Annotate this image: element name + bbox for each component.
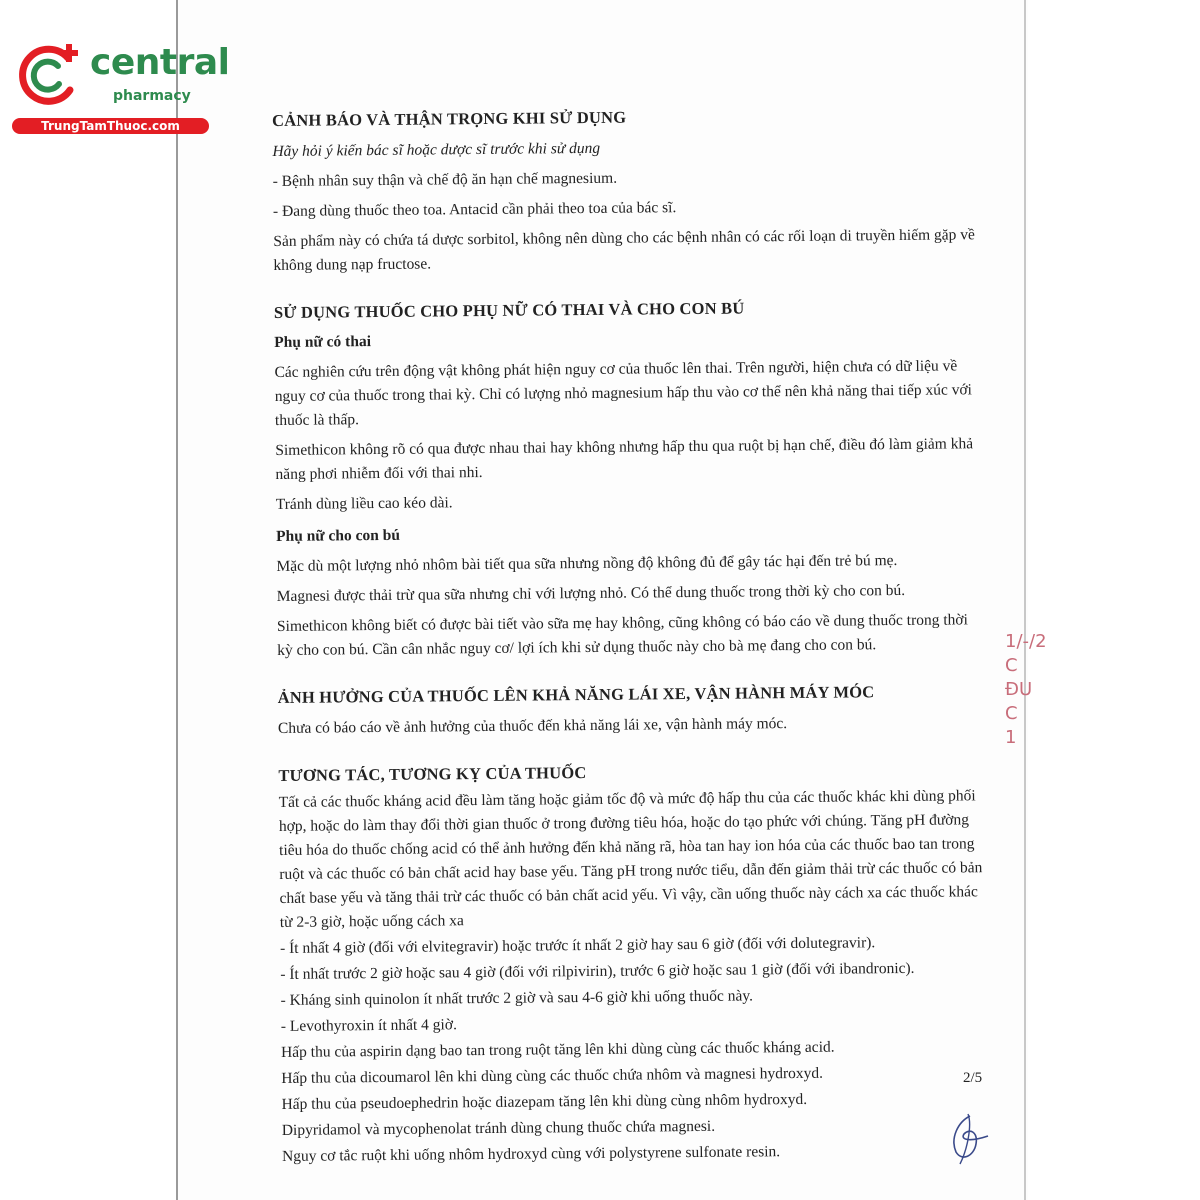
logo-url-badge: TrungTamThuoc.com: [12, 118, 209, 134]
section-title: TƯƠNG TÁC, TƯƠNG KỴ CỦA THUỐC: [278, 762, 587, 785]
paragraph: Nguy cơ tắc ruột khi uống nhôm hydroxyd cùng với polystyrene sulfonate resin.: [281, 1142, 781, 1165]
paragraph: Chưa có báo cáo về ảnh hưởng của thuốc đến khả năng lái xe, vận hành máy móc.: [277, 715, 788, 737]
paragraph: Simethicon không biết có được bài tiết vào sữa mẹ hay không, cũng không có báo cáo về dung thuốc trong thời kỳ cho con bú. Cần cân nhắc nguy cơ/ lợi ích khi sử dụng thuốc này cho bà mẹ đang cho con bú.: [276, 611, 968, 660]
subsection-title: Phụ nữ cho con bú: [276, 527, 401, 546]
paragraph: - Đang dùng thuốc theo toa. Antacid cần phải theo toa của bác sĩ.: [272, 198, 677, 220]
advice-note: Hãy hỏi ý kiến bác sĩ hoặc dược sĩ trước khi sử dụng: [272, 139, 601, 160]
paragraph: Các nghiên cứu trên động vật không phát hiện nguy cơ của thuốc lên thai. Trên người, hiện chưa có dữ liệu về nguy cơ của thuốc trong thai kỳ. Chỉ có lượng nhỏ magnesium hấp thu vào cơ thể nên khả năng thai tiếp xúc với thuốc là thấp.: [274, 357, 973, 430]
paragraph: Hấp thu của aspirin dạng bao tan trong ruột tăng lên khi dùng cùng các thuốc kháng acid.: [280, 1038, 835, 1061]
central-pharmacy-logo: [12, 38, 230, 138]
section-pregnancy: [274, 293, 983, 664]
list-item: - Kháng sinh quinolon ít nhất trước 2 giờ và sau 4-6 giờ khi uống thuốc này.: [280, 987, 754, 1009]
subsection-title: Phụ nữ có thai: [274, 333, 372, 352]
list-item: - Ít nhất 4 giờ (đối với elvitegravir) hoặc trước ít nhất 2 giờ hay sau 6 giờ (đối với dolutegravir).: [279, 933, 876, 957]
paragraph: Mặc dù một lượng nhỏ nhôm bài tiết qua sữa nhưng nồng độ không đủ để gây tác hại đến trẻ bú mẹ.: [276, 552, 898, 576]
section-title: SỬ DỤNG THUỐC CHO PHỤ NỮ CÓ THAI VÀ CHO CON BÚ: [273, 298, 745, 322]
page-edge: [1024, 0, 1026, 1200]
paragraph: Tất cả các thuốc kháng acid đều làm tăng hoặc giảm tốc độ và mức độ hấp thu của các thuốc khác khi dùng phối hợp, hoặc do làm thay đổi thời gian thuốc ở trong đường tiêu hóa, hoặc do tạo phức với chúng. Tăng pH đường tiêu hóa do thuốc chống acid có thể ảnh hưởng đến khả năng rã, hòa tan hay ion hóa của các thuốc bao tan trong ruột và các thuốc có bản chất acid hay base yếu. Tăng pH trong nước tiểu, dẫn đến giảm thải trừ các thuốc có bản chất base yếu và tăng thải trừ các thuốc có bản chất acid yếu. Vì vậy, cần uống thuốc này cách xa các thuốc khác từ 2-3 giờ, hoặc uống cách xa: [278, 786, 983, 931]
stamp-mark: 1/-/2 C ĐU C 1: [1005, 631, 1047, 748]
paragraph: Dipyridamol và mycophenolat tránh dùng chung thuốc chứa magnesi.: [281, 1117, 716, 1139]
paragraph: Tránh dùng liều cao kéo dài.: [275, 494, 453, 514]
document-content: [272, 101, 988, 1190]
logo-sub-text: pharmacy: [113, 88, 191, 104]
logo-mark-icon: [12, 38, 88, 110]
list-item: - Ít nhất trước 2 giờ hoặc sau 4 giờ (đối với rilpivirin), trước 6 giờ hoặc sau 1 giờ (đối với ibandronic).: [280, 959, 915, 983]
paragraph: Simethicon không rõ có qua được nhau thai hay không nhưng hấp thu qua ruột bị hạn chế, điều đó làm giảm khả năng phơi nhiễm đối với thai nhi.: [275, 435, 974, 484]
list-item: - Levothyroxin ít nhất 4 giờ.: [280, 1015, 457, 1035]
page-number: 2/5: [963, 1070, 983, 1086]
paragraph: Hấp thu của dicoumarol lên khi dùng cùng các thuốc chứa nhôm và magnesi hydroxyd.: [281, 1064, 824, 1087]
paragraph: Magnesi được thải trừ qua sữa nhưng chỉ với lượng nhỏ. Có thể dung thuốc trong thời kỳ cho con bú.: [276, 582, 906, 606]
paragraph: Hấp thu của pseudoephedrin hoặc diazepam tăng lên khi dùng cùng nhôm hydroxyd.: [281, 1090, 808, 1113]
logo-brand-text: central: [90, 42, 230, 83]
section-interactions: [278, 756, 988, 1169]
paragraph: Sản phẩm này có chứa tá dược sorbitol, không nên dùng cho các bệnh nhân có các rối loạn di truyền hiếm gặp về không dung nạp fructose.: [273, 225, 975, 274]
section-title: CẢNH BÁO VÀ THẬN TRỌNG KHI SỬ DỤNG: [272, 107, 627, 130]
section-driving: [278, 679, 985, 741]
signature-mark: [940, 1108, 1000, 1166]
paragraph: - Bệnh nhân suy thận và chế độ ăn hạn chế magnesium.: [272, 169, 618, 190]
section-warnings: [272, 101, 980, 277]
section-title: ẢNH HƯỞNG CỦA THUỐC LÊN KHẢ NĂNG LÁI XE, VẬN HÀNH MÁY MÓC: [277, 682, 875, 708]
